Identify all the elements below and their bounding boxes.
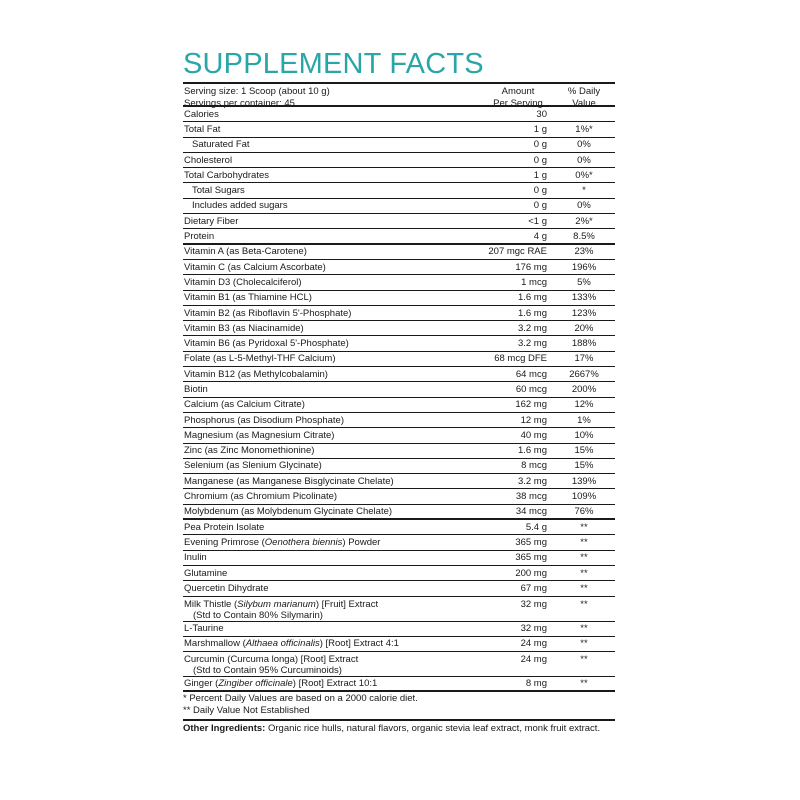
table-row xyxy=(183,581,615,596)
nutrient-name xyxy=(183,537,483,548)
table-row xyxy=(183,489,615,504)
daily-value: * xyxy=(582,185,586,197)
amount-per-serving: 365 mg xyxy=(515,536,547,548)
nutrient-label: Phosphorus (as Disodium Phosphate) xyxy=(184,414,345,426)
amount-per-serving: 40 mg xyxy=(520,429,547,441)
table-row xyxy=(183,637,615,652)
nutrient-label: Vitamin D3 (Cholecalciferol) xyxy=(184,276,302,288)
nutrient-name xyxy=(183,292,483,303)
nutrient-name xyxy=(183,338,483,349)
nutrient-name xyxy=(183,124,483,135)
amount-per-serving: 4 g xyxy=(533,230,547,242)
nutrient-label: Protein xyxy=(184,230,215,242)
nutrient-label: Chromium (as Chromium Picolinate) xyxy=(184,491,338,503)
nutrient-name xyxy=(183,155,483,166)
nutrient-name xyxy=(183,623,483,634)
amount-per-serving: 8 mcg xyxy=(521,460,547,472)
daily-value: 0%* xyxy=(575,169,593,181)
daily-value: 76% xyxy=(574,505,594,517)
nutrient-label: Total Carbohydrates xyxy=(184,169,270,181)
daily-value: 12% xyxy=(574,399,594,411)
daily-value: 0% xyxy=(577,154,591,166)
nutrient-table xyxy=(183,107,615,692)
nutrient-name xyxy=(183,246,483,257)
amount-per-serving: 60 mcg xyxy=(515,383,547,395)
nutrient-name xyxy=(183,170,483,181)
other-ingredients xyxy=(183,719,615,735)
nutrient-label: Calcium (as Calcium Citrate) xyxy=(184,399,305,411)
amount-label-line-1: Amount xyxy=(501,86,535,97)
amount-per-serving: 1 mcg xyxy=(521,276,547,288)
daily-value: ** xyxy=(580,536,588,548)
amount-per-serving: 0 g xyxy=(533,185,547,197)
nutrient-label: Calories xyxy=(184,108,219,120)
dv-label-line-2: Value xyxy=(572,98,596,109)
amount-per-serving: 24 mg xyxy=(520,638,547,650)
nutrient-label: Inulin xyxy=(184,552,207,564)
table-row xyxy=(183,597,615,622)
nutrient-name xyxy=(183,430,483,441)
amount-per-serving: 365 mg xyxy=(515,552,547,564)
nutrient-label: Vitamin A (as Beta-Carotene) xyxy=(184,246,307,258)
nutrient-name xyxy=(183,638,483,649)
amount-per-serving: 67 mg xyxy=(520,582,547,594)
amount-per-serving: 0 g xyxy=(533,139,547,151)
daily-value: 15% xyxy=(574,460,594,472)
table-row xyxy=(183,428,615,443)
table-row xyxy=(183,153,615,168)
supplement-facts-panel xyxy=(183,48,615,735)
nutrient-name xyxy=(183,369,483,380)
nutrient-name xyxy=(183,506,483,517)
nutrient-label: Ginger (Zingiber officinale) [Root] Extract 10:1 xyxy=(184,678,378,690)
daily-value: 196% xyxy=(571,261,597,273)
daily-value: 23% xyxy=(574,246,594,258)
nutrient-name xyxy=(183,200,483,211)
daily-value: 15% xyxy=(574,445,594,457)
daily-value: ** xyxy=(580,598,588,610)
amount-per-serving: 24 mg xyxy=(520,654,547,666)
nutrient-label: Total Fat xyxy=(184,123,221,135)
table-row xyxy=(183,535,615,550)
daily-value: 5% xyxy=(577,276,591,288)
daily-value: ** xyxy=(580,582,588,594)
table-row xyxy=(183,622,615,637)
nutrient-label: Vitamin B2 (as Riboflavin 5'-Phosphate) xyxy=(184,307,352,319)
nutrient-label: Folate (as L-5-Methyl-THF Calcium) xyxy=(184,353,336,365)
amount-per-serving: 1 g xyxy=(533,123,547,135)
nutrient-label: Total Sugars xyxy=(192,185,245,197)
nutrient-label: Vitamin B12 (as Methylcobalamin) xyxy=(184,368,328,380)
nutrient-standardization: (Std to Contain 95% Curcuminoids) xyxy=(193,665,342,677)
footnote-daily-values: * Percent Daily Values are based on a 2000 calorie diet. xyxy=(183,693,418,705)
table-row xyxy=(183,291,615,306)
amount-per-serving: 5.4 g xyxy=(525,521,547,533)
serving-header xyxy=(183,82,615,107)
daily-value: ** xyxy=(580,521,588,533)
other-ingredients-text: Organic rice hulls, natural flavors, organic stevia leaf extract, monk fruit extract. xyxy=(265,723,601,735)
daily-value: 1% xyxy=(577,414,591,426)
nutrient-label: Dietary Fiber xyxy=(184,215,239,227)
nutrient-label: Milk Thistle (Silybum marianum) [Fruit] Extract xyxy=(184,598,379,610)
table-row xyxy=(183,183,615,198)
nutrient-name xyxy=(183,277,483,288)
nutrient-label: Magnesium (as Magnesium Citrate) xyxy=(184,429,335,441)
table-row xyxy=(183,444,615,459)
amount-per-serving: 34 mcg xyxy=(515,505,547,517)
table-row xyxy=(183,367,615,382)
nutrient-name xyxy=(183,491,483,502)
amount-per-serving: 3.2 mg xyxy=(517,322,547,334)
nutrient-label: Includes added sugars xyxy=(192,200,288,212)
amount-per-serving: 0 g xyxy=(533,200,547,212)
daily-value: 133% xyxy=(571,292,597,304)
amount-label-line-2: Per Serving xyxy=(493,98,543,109)
amount-per-serving: 1.6 mg xyxy=(517,445,547,457)
nutrient-name xyxy=(183,384,483,395)
table-row xyxy=(183,505,615,520)
footnote-not-established: ** Daily Value Not Established xyxy=(183,705,310,717)
daily-value: ** xyxy=(580,567,588,579)
botanical-name: Zingiber officinale xyxy=(218,678,293,690)
daily-value: 1%* xyxy=(575,123,593,135)
nutrient-name xyxy=(183,231,483,242)
amount-per-serving: 8 mg xyxy=(525,678,547,690)
servings-per-container: Servings per container: 45 xyxy=(184,98,295,109)
daily-value: ** xyxy=(580,552,588,564)
nutrient-name xyxy=(183,216,483,227)
amount-per-serving: 32 mg xyxy=(520,623,547,635)
footnotes xyxy=(183,692,615,717)
amount-per-serving: 32 mg xyxy=(520,598,547,610)
daily-value: 109% xyxy=(571,491,597,503)
nutrient-name xyxy=(183,415,483,426)
nutrient-name xyxy=(183,552,483,563)
nutrient-name xyxy=(183,185,483,196)
table-row xyxy=(183,122,615,137)
nutrient-label: Evening Primrose (Oenothera biennis) Powder xyxy=(184,536,381,548)
nutrient-label: L-Taurine xyxy=(184,623,224,635)
table-row xyxy=(183,459,615,474)
nutrient-label: Vitamin B1 (as Thiamine HCL) xyxy=(184,292,312,304)
amount-per-serving: 0 g xyxy=(533,154,547,166)
nutrient-label: Biotin xyxy=(184,383,208,395)
table-row xyxy=(183,275,615,290)
table-row xyxy=(183,306,615,321)
nutrient-name xyxy=(183,568,483,579)
nutrient-label: Glutamine xyxy=(184,567,228,579)
nutrient-name xyxy=(183,308,483,319)
daily-value: 0% xyxy=(577,139,591,151)
amount-per-serving: 12 mg xyxy=(520,414,547,426)
botanical-name: Althaea officinalis xyxy=(245,638,320,650)
nutrient-standardization: (Std to Contain 80% Silymarin) xyxy=(193,609,323,621)
nutrient-name xyxy=(183,139,483,150)
daily-value: 188% xyxy=(571,338,597,350)
table-row xyxy=(183,413,615,428)
amount-per-serving: 207 mgc RAE xyxy=(488,246,547,258)
daily-value: 2%* xyxy=(575,215,593,227)
serving-size: Serving size: 1 Scoop (about 10 g) xyxy=(184,86,330,97)
nutrient-name xyxy=(183,399,483,410)
table-row xyxy=(183,566,615,581)
daily-value: 20% xyxy=(574,322,594,334)
amount-per-serving: 38 mcg xyxy=(515,491,547,503)
daily-value: 17% xyxy=(574,353,594,365)
daily-value: 0% xyxy=(577,200,591,212)
nutrient-name xyxy=(183,109,483,120)
daily-value: 10% xyxy=(574,429,594,441)
nutrient-name xyxy=(183,583,483,594)
table-row xyxy=(183,214,615,229)
table-row xyxy=(183,138,615,153)
amount-per-serving: 1 g xyxy=(533,169,547,181)
daily-value: 200% xyxy=(571,383,597,395)
amount-per-serving: 30 xyxy=(536,108,547,120)
amount-per-serving: 68 mcg DFE xyxy=(494,353,547,365)
botanical-name: Silybum marianum xyxy=(237,598,316,610)
nutrient-label: Cholesterol xyxy=(184,154,233,166)
nutrient-label: Selenium (as Slenium Glycinate) xyxy=(184,460,322,472)
amount-per-serving: 200 mg xyxy=(515,567,547,579)
daily-value: ** xyxy=(580,638,588,650)
daily-value: ** xyxy=(580,623,588,635)
table-row xyxy=(183,382,615,397)
table-row xyxy=(183,107,615,122)
dv-label-line-1: % Daily xyxy=(567,86,601,97)
table-row xyxy=(183,398,615,413)
table-row xyxy=(183,229,615,244)
nutrient-name xyxy=(183,262,483,273)
serving-info xyxy=(183,86,483,109)
nutrient-name xyxy=(183,460,483,471)
nutrient-name xyxy=(183,323,483,334)
nutrient-label: Pea Protein Isolate xyxy=(184,521,265,533)
panel-title: SUPPLEMENT FACTS xyxy=(183,48,484,80)
table-row xyxy=(183,260,615,275)
nutrient-name xyxy=(183,599,483,621)
other-ingredients-label: Other Ingredients: xyxy=(183,723,266,735)
amount-per-serving: 3.2 mg xyxy=(517,475,547,487)
daily-value-column-header xyxy=(553,86,615,109)
table-row xyxy=(183,652,615,677)
nutrient-name xyxy=(183,678,483,689)
amount-column-header xyxy=(483,86,553,109)
table-row xyxy=(183,474,615,489)
nutrient-name xyxy=(183,654,483,676)
table-row xyxy=(183,520,615,535)
table-row xyxy=(183,168,615,183)
table-row xyxy=(183,199,615,214)
daily-value: ** xyxy=(580,654,588,666)
botanical-name: Oenothera biennis xyxy=(264,536,343,548)
table-row xyxy=(183,336,615,351)
nutrient-label: Curcumin (Curcuma longa) [Root] Extract xyxy=(184,654,359,666)
daily-value: 8.5% xyxy=(573,230,595,242)
amount-per-serving: 3.2 mg xyxy=(517,338,547,350)
nutrient-name xyxy=(183,445,483,456)
nutrient-label: Vitamin B3 (as Niacinamide) xyxy=(184,322,304,334)
nutrient-label: Marshmallow (Althaea officinalis) [Root] Extract 4:1 xyxy=(184,638,399,650)
nutrient-name xyxy=(183,353,483,364)
nutrient-name xyxy=(183,522,483,533)
nutrient-label: Molybdenum (as Molybdenum Glycinate Chelate) xyxy=(184,505,393,517)
table-row xyxy=(183,321,615,336)
table-row xyxy=(183,352,615,367)
amount-per-serving: 176 mg xyxy=(515,261,547,273)
table-row xyxy=(183,245,615,260)
nutrient-label: Vitamin B6 (as Pyridoxal 5'-Phosphate) xyxy=(184,338,349,350)
daily-value: 123% xyxy=(571,307,597,319)
daily-value: 139% xyxy=(571,475,597,487)
nutrient-label: Vitamin C (as Calcium Ascorbate) xyxy=(184,261,326,273)
amount-per-serving: 1.6 mg xyxy=(517,292,547,304)
nutrient-label: Zinc (as Zinc Monomethionine) xyxy=(184,445,315,457)
nutrient-label: Manganese (as Manganese Bisglycinate Chelate) xyxy=(184,475,394,487)
amount-per-serving: 1.6 mg xyxy=(517,307,547,319)
nutrient-label: Saturated Fat xyxy=(192,139,250,151)
amount-per-serving: <1 g xyxy=(528,215,547,227)
amount-per-serving: 64 mcg xyxy=(515,368,547,380)
table-row xyxy=(183,677,615,692)
daily-value: ** xyxy=(580,678,588,690)
amount-per-serving: 162 mg xyxy=(515,399,547,411)
nutrient-label: Quercetin Dihydrate xyxy=(184,582,269,594)
daily-value: 2667% xyxy=(569,368,599,380)
nutrient-name xyxy=(183,476,483,487)
table-row xyxy=(183,551,615,566)
